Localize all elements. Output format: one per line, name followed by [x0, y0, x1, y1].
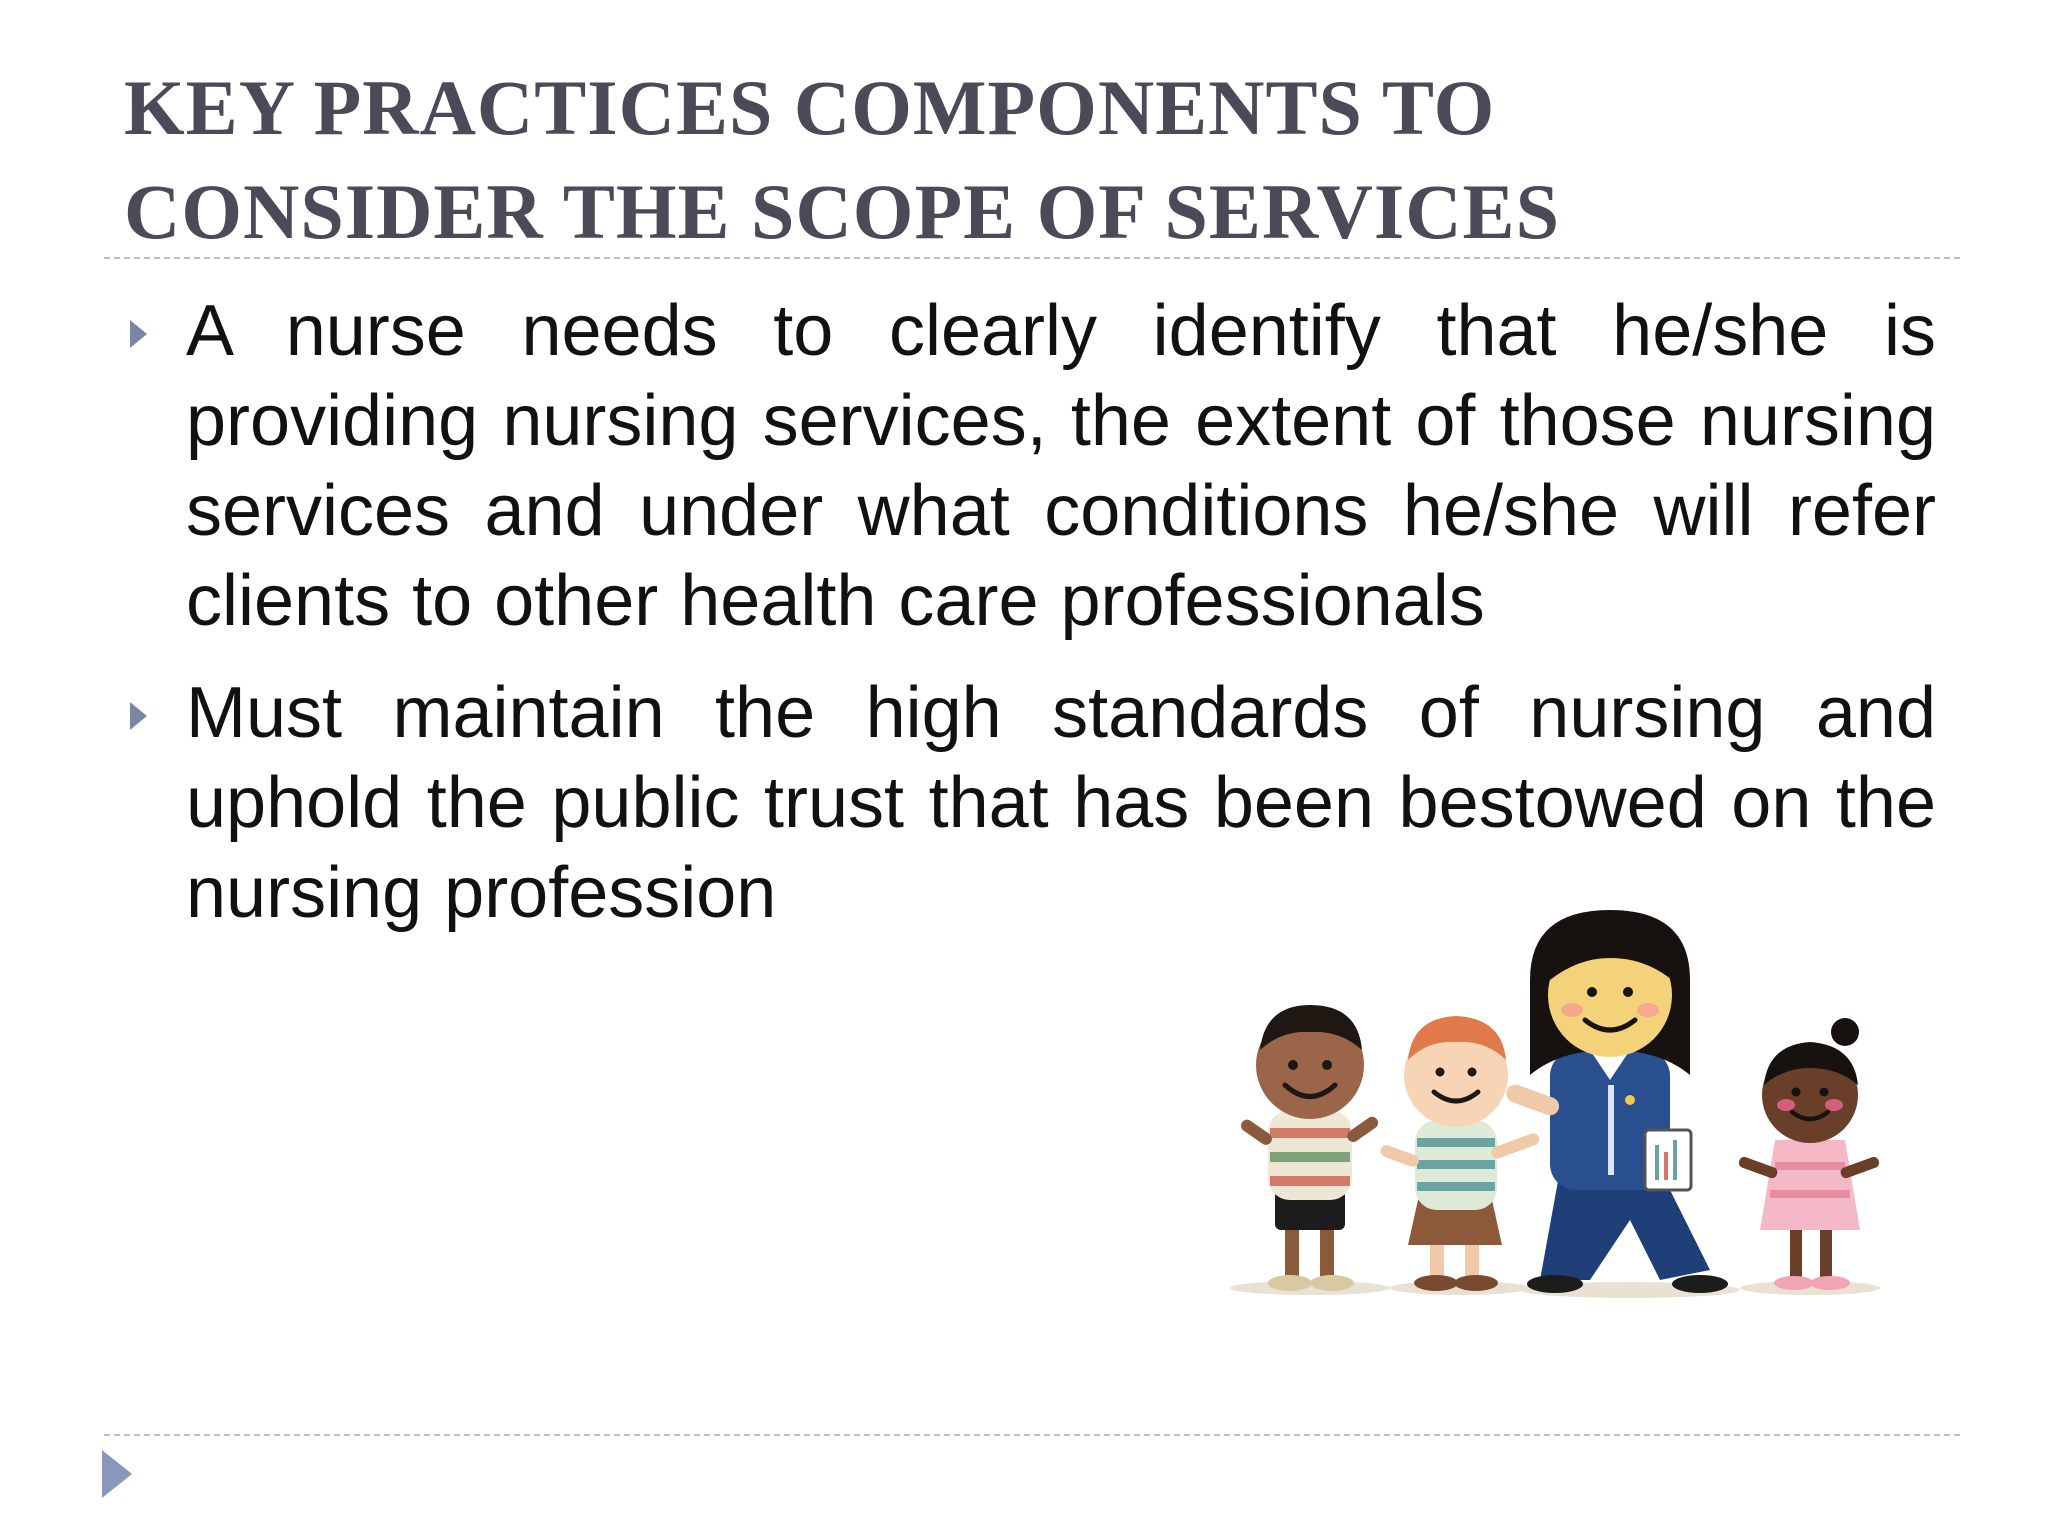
nurse-figure: [1504, 910, 1728, 1293]
child-3-figure: [1737, 1018, 1880, 1290]
bullet-item-1: [128, 286, 1936, 646]
child-1-figure: [1239, 1005, 1381, 1291]
bullet-list: [128, 286, 1936, 960]
slide-title-line-1: KEY PRACTICES COMPONENTS TO: [124, 64, 1496, 151]
triangle-right-icon: [130, 320, 147, 348]
slide-title: [124, 56, 1964, 264]
slide-title-line-2: CONSIDER THE SCOPE OF SERVICES: [124, 168, 1560, 255]
bullet-text-1: A nurse needs to clearly identify that he/she is providing nursing services, the extent of those nursing services and under what conditions he/she will refer clients to other health care professionals: [186, 291, 1936, 641]
bullet-item-2: [128, 668, 1936, 938]
nurse-with-children-illustration: [1190, 900, 1910, 1300]
triangle-right-icon: [102, 1450, 132, 1498]
title-divider: [104, 257, 1960, 259]
child-2-figure: [1379, 1016, 1541, 1291]
triangle-right-icon: [130, 702, 147, 730]
footer-divider: [104, 1434, 1960, 1436]
bullet-text-2: Must maintain the high standards of nursing and uphold the public trust that has been bestowed on the nursing profession: [186, 673, 1936, 933]
